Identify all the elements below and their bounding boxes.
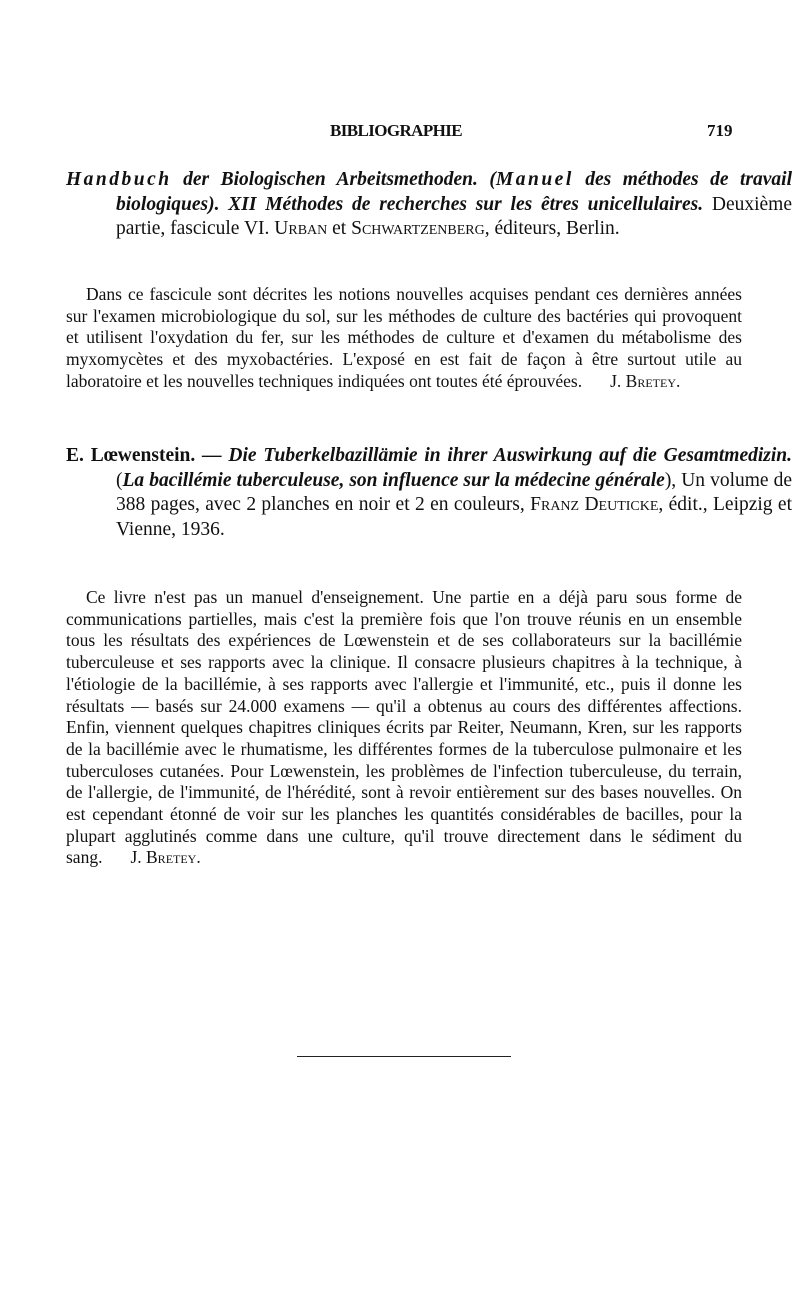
entry-2-publication: ), Un volume de 388 pages, avec 2 planches en noir et 2 en couleurs, [116,469,792,515]
entry-2-review-text: Ce livre n'est pas un manuel d'enseignement. Une partie en a déjà paru sous forme de communications partielles, mais c'est la première fois que l'on trouve réunis en un ensemble tous les résultats des expériences de Lœwenstein et de ses collaborateurs sur la bacillémie tuberculeuse et ses rapports avec la clinique. Il consacre plusieurs chapitres à la technique, à l'étiologie de la bacillémie, à ses rapports avec l'allergie et l'immunité, etc., puis il donne les résultats — basés sur 24.000 examens — qu'il a obtenus au cours des différentes affections. Enfin, viennent quelques chapitres cliniques écrits par Reiter, Neumann, Kren, sur les rapports de la bacillémie avec le rhumatisme, les différentes formes de la tuberculose pulmonaire et les tuberculoses cutanées. Pour Lœwenstein, les problèmes de l'infection tuberculeuse, du terrain, de l'allergie, de l'immunité, de l'hérédité, sont à revoir entièrement sur des bases nouvelles. On est cependant étonné de voir sur les planches les quantités considérables de bacilles, pour la plupart agglutinés comme dans une culture, qu'il trouve directement dans le sédiment du sang. [66,587,742,868]
entry-2-review [66,587,742,869]
entry-1-heading [66,168,792,242]
entry-2-reviewer: J. Bretey. [130,847,201,868]
entry-1-review [66,284,742,393]
entry-1-publication-end: , éditeurs, Berlin. [484,218,620,239]
entry-2-author: E. Lœwenstein. [66,445,196,466]
entry-2-paren: ( [116,469,123,491]
entry-2-publisher: Franz Deuticke [530,494,659,515]
entry-1-reviewer: J. Bretey. [610,370,681,391]
end-rule [297,1056,511,1057]
entry-2-title-german: — Die Tuberkelbazillämie in ihrer Auswirkung auf die Gesamtmedizin. [195,445,792,466]
entry-2-title-french: La bacillémie tuberculeuse, son influence sur la médecine générale [122,469,665,491]
running-title: BIBLIOGRAPHIE [330,121,463,140]
entry-1-title-start: Handbuch [66,169,172,190]
entry-2-heading [66,444,792,542]
entry-1-title-rest: des méthodes de travail biologiques). XII Méthodes de recherches sur les êtres unicellulaires. [116,169,792,215]
entry-1-publisher-schwartzenberg: Schwartzenberg [351,218,485,239]
entry-1-title-manuel: Manuel [495,169,574,190]
page-number: 719 [707,121,733,140]
entry-1-title: der Biologischen Arbeitsmethoden. ( [171,169,496,190]
page-header [0,117,800,147]
entry-1-publication: Deuxième partie, fascicule VI. [116,193,792,239]
entry-2-publication-end: , édit., Leipzig et Vienne, 1936. [116,494,792,540]
entry-1-publication-and: et [327,218,352,239]
entry-1-review-text: Dans ce fascicule sont décrites les notions nouvelles acquises pendant ces dernières années sur l'examen microbiologique du sol, sur les méthodes de culture des bactéries qui provoquent et utilisent l'oxydation du fer, sur les méthodes de culture et d'examen du métabolisme des myxomycètes et des myxobactéries. L'exposé en est fait de façon à être surtout utile au laboratoire et les nouvelles techniques indiquées ont toutes été éprouvées. [66,284,742,391]
entry-1-publisher-urban: Urban [274,218,328,239]
